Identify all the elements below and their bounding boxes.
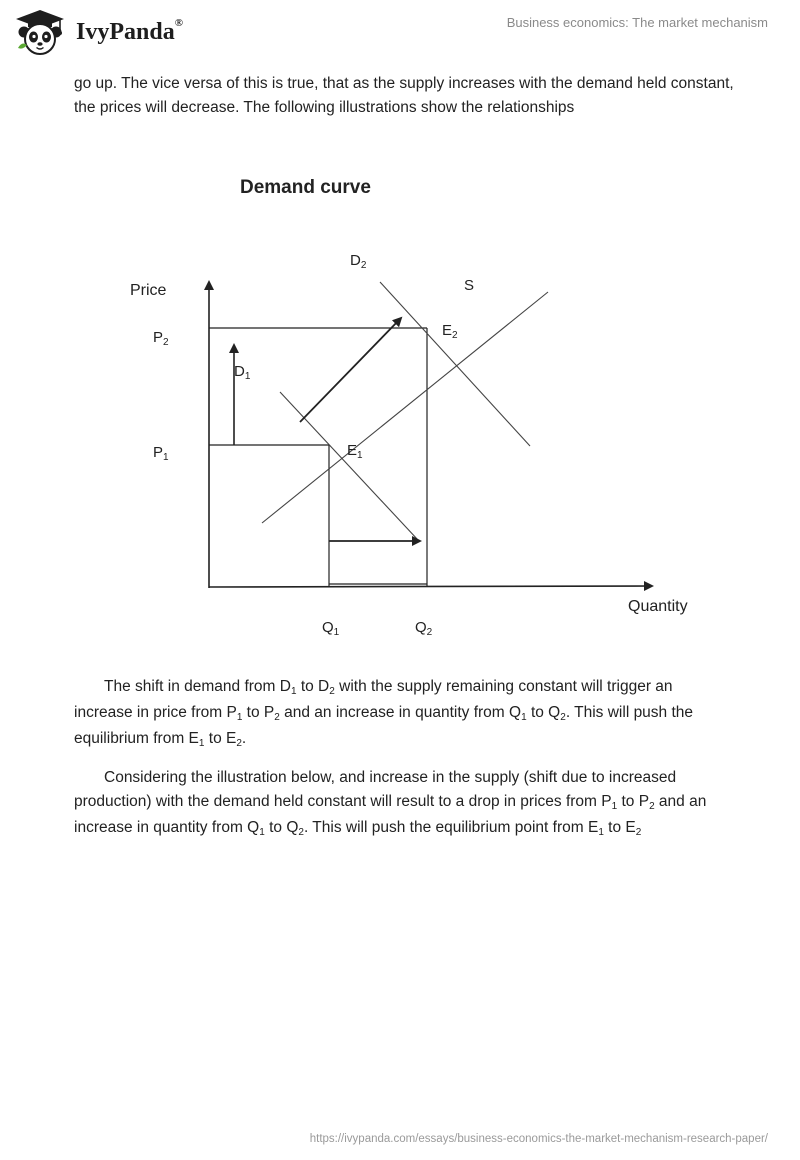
x-axis-label: Quantity [628, 598, 688, 615]
ivypanda-logo[interactable] [14, 8, 204, 56]
demand-label-d2: $D_2$ [350, 252, 367, 271]
paragraph-supply-shift: Considering the illustration below, and increase in the supply (shift due to increased production) with the demand held constant will result to a drop in prices from P1 to P2 and an increase in quantity from Q1 to Q2. This will push the equilibrium point from E1 to E2 [74, 769, 707, 838]
x-axis [209, 586, 652, 587]
quantity-label-q1: $Q_1$ [322, 619, 340, 638]
page-header [0, 0, 800, 64]
footer-source-url[interactable]: https://ivypanda.com/essays/business-economics-the-market-mechanism-research-paper/ [309, 1133, 768, 1145]
demand-curve-diagram [100, 160, 720, 650]
paragraph-demand-shift: The shift in demand from D1 to D2 with the supply remaining constant will trigger an increase in price from P1 to P2 and an increase in quantity from Q1 to Q2. This will push the equilibrium from E1 to E2. [74, 678, 694, 749]
price-label-p2: $P_2$ [153, 329, 169, 348]
panda-graduate-icon [14, 8, 66, 56]
supply-label: S [464, 277, 475, 294]
y-axis-label: Price [130, 282, 167, 299]
supply-curve [262, 292, 548, 523]
price-label-p1: $P_1$ [153, 444, 169, 463]
quantity-label-q2: $Q_2$ [415, 619, 433, 638]
equilibrium-label-e2: $E_2$ [442, 322, 458, 341]
brand-name: IvyPanda [76, 19, 175, 45]
equilibrium-label-e1: $E_1$ [347, 442, 363, 461]
document-title: Business economics: The market mechanism [506, 15, 768, 30]
registered-mark: ® [174, 17, 183, 29]
demand-curve-chart [100, 160, 720, 650]
demand-shift-arrow [300, 318, 401, 422]
paragraph-intro: go up. The vice versa of this is true, that as the supply increases with the demand held constant, the prices will decrease. The following illustrations show the relationships [74, 75, 734, 116]
demand-curve-d2 [380, 282, 530, 446]
demand-label-d1: $D_1$ [234, 363, 251, 382]
chart-title: Demand curve [240, 177, 371, 198]
